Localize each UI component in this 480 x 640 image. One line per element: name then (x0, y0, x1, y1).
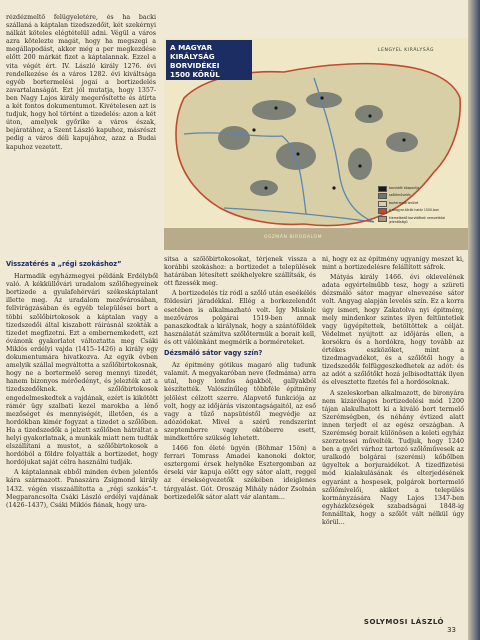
map-legend (378, 186, 464, 236)
legend-swatch (378, 208, 387, 214)
map-title (166, 40, 252, 80)
paragraph: 1466 fon életé ügyén (Böhmar 15ön) a ferrari Tomrass Amadei kanonoki doktor, esztergomi érsek helynöke Esztergomban az érseki vár kapuja előtt egy sátor alatt, reggel az érsekségvezetők székében ideiglenes tárgyalást. Gót. Oroszág Mihály nádor Zsolnán bortizedelők sátor alatt vár alantam... (164, 445, 316, 501)
wine-regions-map (164, 38, 468, 250)
legend-item: kiemelkedő borvidékek nemzetközi jelentőségű (378, 216, 464, 224)
legend-swatch (378, 193, 387, 199)
paragraph: rézdézmeltő felügyeletére, és ha backi szállaná a káptalan tizedszedőit, két szekérnyi nálkát köteles elégtételül adni. Végül a város azra kötelezte magát, hogy ha megszegi a megállapodást, akkor még a per megkezdése előtt 200 márkát fizet a káptalannak. Ezzel a vita végét ért. IV. László király 1276. évi rendelkezése és a város 1282. évi kiváltsága egyéb bortermelési jogai a bortizedelés zavartalanságát. Ezt jól mutatja, hogy 1357-ben Nagy Lajos király megerősítette és átírta a két fontos dokumentumot. Kivételesen azt is tudjuk, hogy hol történt a tizedelés: azon a két úton, amelyek győrike a város észak, bejáratához, a Szent László kapuhoz, másrészt pedig a város déli kapujához, azaz a Budai kapuhoz vezetett. (6, 14, 156, 151)
section-heading: Visszatérés a „régi szokáshoz” (6, 260, 122, 268)
legend-item: a magyar-török határ 1500-ban (378, 208, 464, 214)
legend-swatch (378, 186, 387, 192)
page-number: 33 (447, 626, 456, 634)
map-title-line: 1500 KÖRÜL (170, 70, 220, 79)
map-title-line: BORVIDÉKEI (170, 61, 220, 70)
map-label-ottoman: OSZMÁN BIRODALOM (264, 235, 323, 240)
column-2 (164, 256, 316, 640)
legend-item: borvidék központja (378, 186, 464, 192)
paragraph: Harmadik egyházmegyei példánk Erdélyből való. A kékküllővári uradalom szőlőhegyeinek bortizede a gyulafehérvári székeskáptalant illette meg. Az uradalom mezővárosában, fellvirágzásában és egyéb települései bort a többi szőlőbirtokosok a káptalan vagy a tizedszedői által kiszabott ráirásnál szokták a tizedet megfizetni. Ezt a embernemkedett, ezt óvánonk gyakorlatot változtatta meg Csáki Miklós erdélyi vajda (1415–1426) a király egy dokumentumára hivatkozva. Az egyik évben amelyik szállal megváltotta a szőlőbirtokosnak, hogy ne a bortermelő sereg mennyi tizedét, hanem bizonyos mérőedényt, és jelezték azt a tizedszedőknek. A szőlőbirtokosok engedelmeskedtek a vajdának, ezért is kikötött rámér ügy szalbati kezel marokba a lénő mezőséget és mennyiségét, illetően, és a hordókban kimér fogyzat a tizedet a szőlőben. Ha a tizedszedők a jelzett szőlőben hátráltat a helyi gyakorlatnak, a munkák miatt nem tudták elszállítani a mustot, a szőlőbirtokosok a hordóból a földre folyatták a bortizedet, hogy hordójukat saját célra használni tudják. (6, 273, 158, 467)
paragraph: A bortizedelés tíz ródl a szőlő után eseékélés földesúri járadékkal. Ellég a borkezelendőt esetében is alkalmazható volt. Így Miskolc mezőváros polgárai 1519-ben annak panaszkodtak a királynak, hogy a szántóföldek használatát számítva szőlőtermük a borait kell, és ott válóinkánt megmérik a borméreteket. (164, 290, 316, 346)
paragraph: sitsa a szőlőbirtokosokat, térjenek vissza a korábbi szokáshoz: a bortizedet a települések határában létesített székhelyekre szállítsák, és ott fizessék meg. (164, 256, 316, 288)
legend-swatch (378, 201, 387, 207)
paragraph: A káptalannak ebből minden évben jelentős kára származott. Panaszára Zsigmond király 1432. végén visszaállította a „régi szokás”-t. Megparancsolta Csáki László erdélyi vajdának (1426–1437), Csáki Miklós fiának, hogy ura- (6, 469, 158, 509)
map-title-line: A MAGYAR KIRÁLYSÁG (170, 43, 215, 61)
legend-swatch (378, 216, 387, 222)
paragraph: Mátyás király 1466. évi oklevelének adata egyértelműbb tesz, hogy a szüreti dézsmáló sátor magyar elnevezése sátor volt. Angyag alapján levelés szín. Ez a korra úgy ismeri, hogy Zakatolva nyi épitmény, mely mindenkor szintes ilyen feltüntetlek vagy ügyépítettek, betöltöttek a célját. Védelmet nyújtott az időjárás ellen, a korsókra és a hordókra, hogy tovább az értékes eszközöket, mint a tizedmagvadékot, és a szőlőtől hogy a tizedszedők felfüggeszkedhetek az adót: és az adót a szőlőtőkt hozá jelbisodtatták ilyen és elvesztette fizetés fel a hordósoknak. (322, 274, 464, 387)
column-1-top (6, 14, 156, 252)
paragraph: A szeleskorban alkalmazott, de bironyára nem kizárólagos bortizedelési mód 1200 tájan alakulhatott ki a kiváló bort termelő Szerémségben, és néhány évtized alatt innen terjedt el az egész országban. A Szerémség borait különösen a keleti egyház szerzetesei művelték. Tudjuk, hogy 1240 ben a győri várhoz tartozó szőlőművesek az uralkodó bolgárai (szerémi) kőbőlben ügyeltek a borjuraidékot. A tizedfizetési mód kialakulásának és elterjedésének egyaránt a hospesek, polgárok bortermelő szőlőmívelői, akiket a település kormányzására Nagy Lajos 1347-ben egyházközségek szabadságai 1848-ig fennálltak, hogy a szőlőt vált nélkül úgy körül... (322, 389, 464, 526)
paragraph: ni, hogy ez az épitmény ugyanígy meszet ki, mint a bortizedelésre felállított sáfrok. (322, 256, 464, 272)
paragraph: Az épitmény gótikus magaró alig tudunk valamit. A megyakaróban neve (fedmáma) arra utal, hogy lomfos ágakból, gallyakból készítették. Valószínűleg többféle épitmény jelölést célzott szerre. Alapvető funkciója az volt, hogy az időjárás viszontagságaitól, az eső vagy a tűző napsütéstől megvédje az adózódokat. Mivel a szérű rendszerint szeptemberre vagy októberre esett, mindkettőre szükség lehetett. (164, 362, 316, 442)
column-1 (6, 258, 158, 640)
legend-item: szőlőművelés (378, 193, 464, 199)
map-label-poland: LENGYEL KIRÁLYSÁG (378, 48, 435, 53)
section-heading: Dézsmáló sátor vagy szín? (164, 349, 263, 358)
legend-item: bortermelő terület (378, 201, 464, 207)
page-edge (468, 0, 480, 640)
author-signature: SOLYMOSI LÁSZLÓ (363, 618, 444, 626)
column-3 (322, 256, 464, 640)
